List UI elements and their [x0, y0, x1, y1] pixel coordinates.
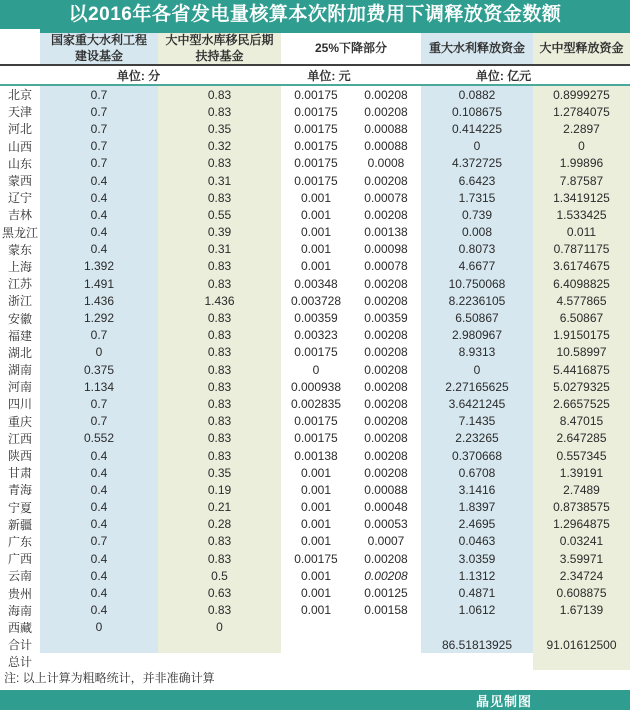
cell: 0.739	[421, 206, 533, 223]
cell: 0.7	[40, 395, 158, 412]
province-label: 上海	[7, 259, 32, 274]
table-body	[0, 86, 630, 670]
cell: 0.00175	[294, 104, 338, 119]
cell: 0	[40, 344, 158, 361]
unit-spacer	[0, 66, 40, 84]
cell: 0.4	[40, 464, 158, 481]
cell: 0.31	[158, 241, 281, 258]
table-row	[0, 430, 630, 447]
cell: 5.0279325	[533, 378, 630, 395]
cell: 0.008	[421, 224, 533, 241]
cell: 0.001	[300, 517, 332, 532]
cell: 2.6657525	[533, 395, 630, 412]
cell: 0.83	[158, 550, 281, 567]
header-national-major-water-fund: 国家重大水利工程建设基金	[40, 29, 158, 64]
province-label: 河南	[7, 380, 32, 395]
cell: 0.28	[158, 516, 281, 533]
cell: 1.292	[40, 309, 158, 326]
cell: 0.4	[40, 567, 158, 584]
province-label: 湖南	[7, 363, 32, 378]
province-label: 蒙西	[7, 174, 32, 189]
table-row	[0, 206, 630, 223]
cell: 0.00359	[364, 311, 408, 326]
table-row	[0, 344, 630, 361]
cell	[281, 636, 351, 653]
cell: 0.00208	[364, 328, 408, 343]
cell: 0.8738575	[533, 499, 630, 516]
province-label: 吉林	[7, 208, 32, 223]
table-row	[0, 327, 630, 344]
cell: 0.83	[158, 533, 281, 550]
cell: 91.01612500	[533, 636, 630, 653]
cell: 0.001	[300, 465, 332, 480]
cell: 2.23265	[421, 430, 533, 447]
cell: 0.414225	[421, 120, 533, 137]
table-row	[0, 378, 630, 395]
province-label: 重庆	[7, 414, 32, 429]
cell: 0.00208	[364, 396, 408, 411]
cell: 2.7489	[533, 481, 630, 498]
cell: 0.83	[158, 361, 281, 378]
province-label: 云南	[7, 569, 32, 584]
cell: 8.47015	[533, 413, 630, 430]
table-row	[0, 395, 630, 412]
header-major-water-released-funds: 重大水利释放资金	[421, 29, 533, 64]
cell: 2.4695	[421, 516, 533, 533]
table-row	[0, 361, 630, 378]
cell: 6.50867	[533, 309, 630, 326]
cell: 0.00175	[294, 156, 338, 171]
cell: 0.00359	[294, 311, 338, 326]
cell: 0.4	[40, 189, 158, 206]
cell: 3.6421245	[421, 395, 533, 412]
table-row	[0, 292, 630, 309]
cell: 0.0008	[367, 156, 405, 171]
cell: 0.83	[158, 155, 281, 172]
cell: 0.83	[158, 430, 281, 447]
cell: 0	[421, 361, 533, 378]
cell: 0.00348	[294, 276, 338, 291]
cell: 8.2236105	[421, 292, 533, 309]
cell: 0.83	[158, 258, 281, 275]
cell: 0.7	[40, 413, 158, 430]
cell	[533, 619, 630, 636]
cell: 6.6423	[421, 172, 533, 189]
cell: 0.32	[158, 138, 281, 155]
cell: 0.03241	[533, 533, 630, 550]
cell: 0.001	[300, 534, 332, 549]
cell: 0.001	[300, 242, 332, 257]
province-label: 黑龙江	[1, 225, 38, 240]
unit-row	[0, 64, 630, 86]
cell: 0	[533, 138, 630, 155]
cell: 0.0007	[367, 534, 405, 549]
province-label: 安徽	[7, 311, 32, 326]
cell: 0.83	[158, 395, 281, 412]
cell	[281, 653, 351, 670]
cell: 0.83	[158, 447, 281, 464]
cell: 0.552	[40, 430, 158, 447]
cell: 6.4098825	[533, 275, 630, 292]
cell: 1.7315	[421, 189, 533, 206]
cell: 0.00088	[364, 482, 408, 497]
cell: 2.980967	[421, 327, 533, 344]
cell: 1.533425	[533, 206, 630, 223]
cell: 0.375	[40, 361, 158, 378]
cell	[40, 653, 158, 670]
cell: 0.4	[40, 584, 158, 601]
cell: 0	[40, 619, 158, 636]
cell: 0.00208	[364, 414, 408, 429]
table-row	[0, 241, 630, 258]
footnote: 注: 以上计算为粗略统计，并非准确计算	[4, 671, 215, 686]
cell: 0.00158	[364, 603, 408, 618]
table-row	[0, 464, 630, 481]
cell: 2.647285	[533, 430, 630, 447]
province-label: 辽宁	[7, 191, 32, 206]
table-row	[0, 275, 630, 292]
cell: 7.1435	[421, 413, 533, 430]
cell: 0.001	[300, 190, 332, 205]
cell: 1.392	[40, 258, 158, 275]
cell: 0.00098	[364, 242, 408, 257]
province-label: 广东	[7, 534, 32, 549]
province-label: 贵州	[7, 586, 32, 601]
province-label: 甘肃	[7, 466, 32, 481]
cell: 1.491	[40, 275, 158, 292]
unit-fen: 单位: 分	[116, 68, 161, 83]
credit-label: 晶见制图	[475, 693, 532, 709]
cell: 0.4	[40, 602, 158, 619]
province-label: 合计	[7, 638, 32, 653]
cell: 0.4	[40, 550, 158, 567]
cell: 0.6708	[421, 464, 533, 481]
cell: 0.001	[300, 568, 332, 583]
cell: 0.4	[40, 241, 158, 258]
table-row	[0, 155, 630, 172]
table-row	[0, 499, 630, 516]
table-row	[0, 103, 630, 120]
cell: 0.83	[158, 275, 281, 292]
cell: 0.00175	[294, 173, 338, 188]
cell: 0.63	[158, 584, 281, 601]
cell: 0.19	[158, 481, 281, 498]
cell: 0.83	[158, 103, 281, 120]
cell: 0.4	[40, 172, 158, 189]
cell	[281, 619, 351, 636]
cell: 0.00125	[364, 586, 408, 601]
cell	[421, 619, 533, 636]
cell: 2.34724	[533, 567, 630, 584]
cell: 0.35	[158, 120, 281, 137]
cell: 0.001	[300, 482, 332, 497]
province-label: 广西	[7, 552, 32, 567]
cell: 2.27165625	[421, 378, 533, 395]
cell: 0.557345	[533, 447, 630, 464]
header-reservoir-resettlement-fund: 大中型水库移民后期扶持基金	[158, 29, 281, 64]
cell: 0.00208	[364, 345, 408, 360]
cell: 1.436	[158, 292, 281, 309]
cell: 0.00208	[364, 173, 408, 188]
cell: 0.4	[40, 224, 158, 241]
cell: 2.2897	[533, 120, 630, 137]
cell: 8.9313	[421, 344, 533, 361]
cell: 1.9150175	[533, 327, 630, 344]
cell: 0.00208	[364, 104, 408, 119]
cell: 0.4	[40, 206, 158, 223]
cell: 0.00138	[294, 448, 338, 463]
page-title: 以2016年各省发电量核算本次附加费用下调释放资金数额	[0, 0, 630, 29]
cell: 0.8999275	[533, 86, 630, 103]
unit-yuan: 单位: 元	[307, 68, 351, 83]
cell: 0.83	[158, 344, 281, 361]
cell: 0	[158, 619, 281, 636]
cell: 0.00208	[364, 465, 408, 480]
cell: 0.0882	[421, 86, 533, 103]
cell: 0.011	[533, 224, 630, 241]
table-row	[0, 413, 630, 430]
cell: 0.00175	[294, 121, 338, 136]
cell: 1.0612	[421, 602, 533, 619]
cell: 0.7	[40, 138, 158, 155]
cell: 0.83	[158, 86, 281, 103]
cell: 1.8397	[421, 499, 533, 516]
cell: 0.7	[40, 120, 158, 137]
cell: 0	[421, 138, 533, 155]
header-province-spacer	[0, 29, 40, 64]
table-row	[0, 602, 630, 619]
table-row	[0, 516, 630, 533]
province-label: 陕西	[7, 449, 32, 464]
table-row	[0, 138, 630, 155]
cell: 0.00078	[364, 259, 408, 274]
table-row	[0, 86, 630, 103]
province-label: 北京	[7, 88, 32, 103]
cell: 0.8073	[421, 241, 533, 258]
cell: 0.608875	[533, 584, 630, 601]
cell	[351, 619, 421, 636]
cell: 3.0359	[421, 550, 533, 567]
cell: 0.00175	[294, 345, 338, 360]
cell: 0.002835	[290, 396, 342, 411]
cell: 0.4	[40, 516, 158, 533]
cell: 5.4416875	[533, 361, 630, 378]
cell: 0.7	[40, 155, 158, 172]
cell: 0.4	[40, 481, 158, 498]
province-label: 青海	[7, 483, 32, 498]
table-row	[0, 550, 630, 567]
province-label: 蒙东	[7, 242, 32, 257]
cell: 6.50867	[421, 309, 533, 326]
table-row	[0, 619, 630, 636]
cell: 3.1416	[421, 481, 533, 498]
cell: 0.00048	[364, 500, 408, 515]
cell: 0.0463	[421, 533, 533, 550]
cell: 0.001	[300, 259, 332, 274]
table-row	[0, 309, 630, 326]
cell: 0.00175	[294, 551, 338, 566]
cell: 1.39191	[533, 464, 630, 481]
cell: 0.00175	[294, 139, 338, 154]
province-label: 海南	[7, 603, 32, 618]
cell: 0.00208	[364, 431, 408, 446]
cell: 0.00208	[364, 276, 408, 291]
table-row	[0, 584, 630, 601]
province-label: 四川	[7, 397, 32, 412]
province-label: 福建	[7, 328, 32, 343]
cell: 0.21	[158, 499, 281, 516]
table-row	[0, 189, 630, 206]
cell: 1.2964875	[533, 516, 630, 533]
table-row	[0, 120, 630, 137]
cell: 0.00208	[364, 87, 408, 102]
cell: 3.6174675	[533, 258, 630, 275]
cell: 1.99896	[533, 155, 630, 172]
header-25pct-reduction: 25%下降部分	[281, 29, 421, 64]
province-label: 宁夏	[7, 500, 32, 515]
province-label: 河北	[7, 122, 32, 137]
cell: 0.7	[40, 533, 158, 550]
cell: 0.00208	[364, 379, 408, 394]
table-row	[0, 447, 630, 464]
cell: 0.00053	[364, 517, 408, 532]
cell	[533, 653, 630, 670]
cell: 0.7	[40, 327, 158, 344]
cell: 1.3419125	[533, 189, 630, 206]
province-label: 湖北	[7, 345, 32, 360]
province-label: 新疆	[7, 517, 32, 532]
table-row	[0, 567, 630, 584]
table-header-row	[0, 29, 630, 64]
province-label: 西藏	[7, 620, 32, 635]
cell: 0.108675	[421, 103, 533, 120]
cell	[158, 636, 281, 653]
cell: 4.372725	[421, 155, 533, 172]
province-label: 江西	[7, 431, 32, 446]
cell	[421, 653, 533, 670]
cell: 0.4	[40, 447, 158, 464]
cell: 0.00138	[364, 225, 408, 240]
province-label: 江苏	[7, 277, 32, 292]
cell: 0.00208	[364, 551, 408, 566]
cell: 0.001	[300, 225, 332, 240]
cell	[351, 653, 421, 670]
table-row	[0, 172, 630, 189]
cell: 7.87587	[533, 172, 630, 189]
cell: 0.83	[158, 413, 281, 430]
cell: 0.7	[40, 103, 158, 120]
cell: 10.58997	[533, 344, 630, 361]
cell: 0.7871175	[533, 241, 630, 258]
cell: 0.00088	[364, 121, 408, 136]
cell: 0.00175	[294, 414, 338, 429]
cell: 0.35	[158, 464, 281, 481]
cell: 0.001	[300, 500, 332, 515]
cell: 0.00078	[364, 190, 408, 205]
cell: 0.003728	[290, 293, 342, 308]
table-row	[0, 258, 630, 275]
cell: 1.436	[40, 292, 158, 309]
cell: 0.31	[158, 172, 281, 189]
table-row	[0, 224, 630, 241]
cell: 0.00208	[364, 448, 408, 463]
cell: 3.59971	[533, 550, 630, 567]
cell: 0.5	[158, 567, 281, 584]
unit-yi-yuan: 单位: 亿元	[475, 68, 532, 83]
province-label: 天津	[7, 105, 32, 120]
cell: 0.83	[158, 327, 281, 344]
cell: 0.000938	[290, 379, 342, 394]
cell: 0.55	[158, 206, 281, 223]
cell: 86.51813925	[421, 636, 533, 653]
cell	[158, 653, 281, 670]
table-row	[0, 636, 630, 653]
table-row	[0, 533, 630, 550]
province-label: 山东	[7, 156, 32, 171]
cell: 0.00208	[364, 207, 408, 222]
cell: 10.750068	[421, 275, 533, 292]
cell: 0.370668	[421, 447, 533, 464]
cell: 1.1312	[421, 567, 533, 584]
cell: 0.00208	[364, 293, 408, 308]
cell: 0.83	[158, 378, 281, 395]
province-label: 总计	[7, 655, 32, 670]
cell: 0.39	[158, 224, 281, 241]
province-label: 山西	[7, 139, 32, 154]
cell: 0	[312, 362, 320, 377]
cell: 4.577865	[533, 292, 630, 309]
cell: 0.83	[158, 602, 281, 619]
cell: 0.001	[300, 207, 332, 222]
cell: 0.001	[300, 603, 332, 618]
cell: 0.7	[40, 86, 158, 103]
cell: 0.00088	[364, 139, 408, 154]
cell: 1.67139	[533, 602, 630, 619]
cell: 1.2784075	[533, 103, 630, 120]
cell	[351, 636, 421, 653]
footer-bar	[0, 690, 630, 710]
cell: 1.134	[40, 378, 158, 395]
table-row	[0, 481, 630, 498]
cell	[40, 636, 158, 653]
cell: 4.6677	[421, 258, 533, 275]
table-row	[0, 653, 630, 670]
header-medium-large-released-funds: 大中型释放资金	[533, 29, 630, 64]
cell: 0.83	[158, 189, 281, 206]
cell: 0.83	[158, 309, 281, 326]
cell: 0.00175	[294, 431, 338, 446]
cell: 0.001	[300, 586, 332, 601]
cell: 0.00175	[294, 87, 338, 102]
cell: 0.00323	[294, 328, 338, 343]
cell: 0.4	[40, 499, 158, 516]
cell: 0.00208	[364, 568, 408, 583]
province-label: 浙江	[7, 294, 32, 309]
cell: 0.4871	[421, 584, 533, 601]
cell: 0.00208	[364, 362, 408, 377]
